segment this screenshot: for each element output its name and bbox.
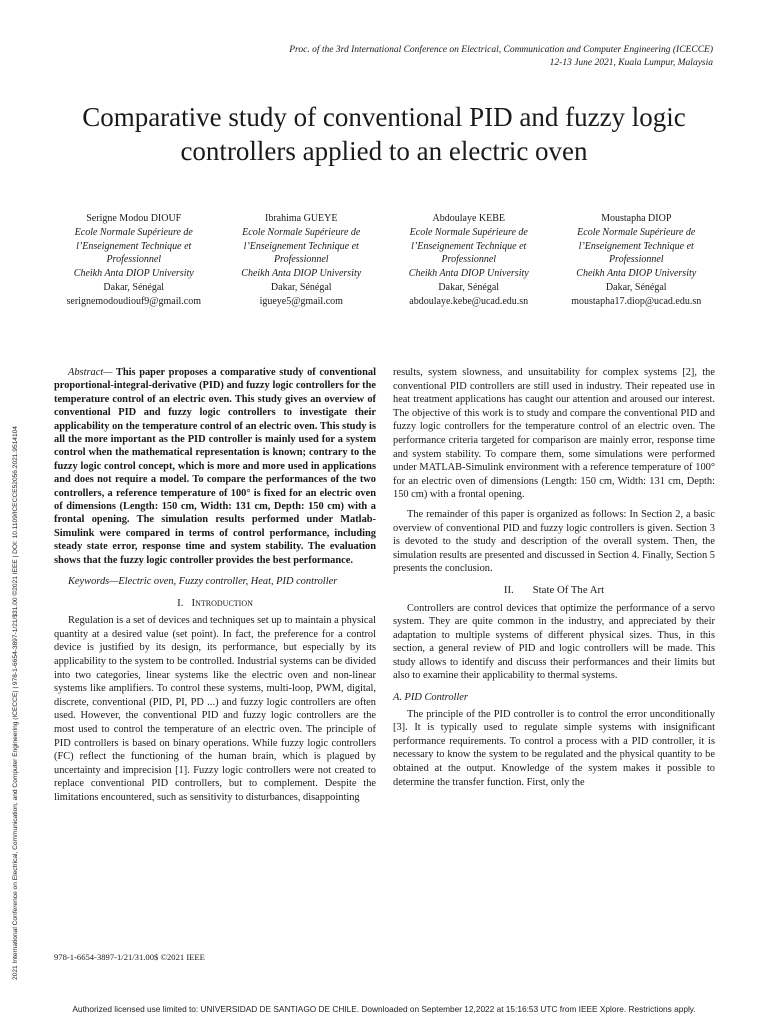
intro-paragraph: Regulation is a set of devices and techniques set up to maintain a physical quantity at a desired value (set point). In fact, the preference for a control device is justified by its design, its performance, but especially by its applicability to the system to be controlled. Industrial systems can be divided into two categories, linear systems like the electric oven and non-linear systems like amplifiers. To control these systems, multi-loop, PWM, digital, discrete, conventional (PID, PI, PD ...) and fuzzy logic controllers are often used. However, the conventional PID and fuzzy logic controllers are the most used to control the temperature of an electric oven. The principle of PID controllers is based on binary operations. While fuzzy logic controllers (FC) reflect the functioning of the human brain, which is plagued by uncertainty and imprecision [1]. Fuzzy logic controllers were not created to replace conventional PID controllers, but to complement. Despite the limitations encountered, such as sensitivity to disturbances, disappointing <box>54 615 376 803</box>
keywords: Keywords—Electric oven, Fuzzy controller, Heat, PID controller <box>68 576 338 588</box>
section-heading-state-of-art <box>393 584 715 598</box>
author-email: serignemodoudiouf9@gmail.com <box>66 295 201 307</box>
author-affiliation: l’Enseignement Technique et <box>76 240 192 252</box>
conference-name: Proc. of the 3rd International Conference on Electrical, Communication and Computer Engineering (ICECCE) <box>289 45 713 55</box>
author-university: Cheikh Anta DIOP University <box>576 268 697 280</box>
state-of-art-paragraph: Controllers are control devices that optimize the performance of a servo system. They are quite common in the industry, and appreciated by their adaptation to multiple systems of different physical sizes. Thus, in this section, a general review of PID and logic controllers will be made. This study allows to identify and discuss their performances and their limits but also to examine their applicability to thermal systems. <box>393 602 715 682</box>
author-2 <box>218 212 386 309</box>
author-city: Dakar, Sénégal <box>270 281 332 293</box>
pid-paragraph: The principle of the PID controller is to control the error unconditionally [3]. It is typically used to regulate simple systems with insignificant performance requirements. To control a process with a PID controller, it is necessary to know the system to be regulated and the physical quantity to be obtained at the output. Knowledge of the system makes it possible to determine the transfer function. First, only the <box>393 708 715 788</box>
subsection-heading-pid: A. PID Controller <box>393 692 468 704</box>
intro-continuation: results, system slowness, and unsuitability for complex systems [2], the conventional PID controllers are still used in industry. Their repeated use in heat treatment applications has caught our attention and aroused our interest. The objective of this work is to study and compare the conventional PID and fuzzy logic controllers for the temperature control of an electric oven. The performance criteria targeted for comparison are mainly error, response time and system stability. To compare them, some simulations were performed under MATLAB-Simulink environment with a reference temperature of 100° for an electric oven of dimensions (Length: 150 cm, Width: 131 cm, Depth: 150 cm) with a frontal opening. <box>393 367 715 501</box>
author-name: Abdoulaye KEBE <box>432 213 505 224</box>
organization-paragraph: The remainder of this paper is organized as follows: In Section 2, a basic overview of conventional PID and fuzzy logic controllers is given. Section 3 is devoted to the study and description of the overall system. Then, the simulation results are presented and discussed in Section 4. Finally, Section 5 presents the conclusion. <box>393 508 715 575</box>
section-title: Introduction <box>191 596 253 609</box>
right-column <box>393 366 715 789</box>
author-affiliation: Professionnel <box>608 254 664 266</box>
author-list <box>50 212 720 309</box>
author-affiliation: Professionnel <box>273 254 329 266</box>
author-university: Cheikh Anta DIOP University <box>73 268 194 280</box>
section-number: II. <box>503 583 514 596</box>
author-affiliation: Ecole Normale Supérieure de <box>242 226 361 238</box>
section-number: I. <box>177 596 184 609</box>
author-affiliation: l’Enseignement Technique et <box>411 240 527 252</box>
author-affiliation: Ecole Normale Supérieure de <box>409 226 528 238</box>
doi-text: 2021 International Conference on Electrical, Communication, and Computer Engineering (ICECCE) | 978-1-6654-3897-1/21/$31.00 ©2021 IEEE | DOI: 10.1109/ICECCE52056.2021.9514104 <box>12 426 19 980</box>
author-university: Cheikh Anta DIOP University <box>241 268 362 280</box>
author-email: igueye5@gmail.com <box>259 295 343 307</box>
author-affiliation: Professionnel <box>106 254 162 266</box>
author-city: Dakar, Sénégal <box>438 281 500 293</box>
doi-sidebar <box>8 160 26 980</box>
author-name: Ibrahima GUEYE <box>265 213 338 224</box>
abstract <box>54 366 376 567</box>
abstract-text: This paper proposes a comparative study of conventional proportional-integral-derivative (PID) and fuzzy logic controllers for the temperature control of an electric oven. This study gives an overview of conventional PID and fuzzy logic controllers to investigate their applicability on the temperature control of an electric oven. This study is all the more important as the PID controller is mainly used for a system control when the mathematical representation is known; contrary to the fuzzy logic control concept, which is more and more used in applications and does not require a model. To compare the performances of the two controllers, a reference temperature of 100° is fixed for an electric oven of dimensions (Length: 150 cm, Width: 131 cm, Depth: 150 cm) with a frontal opening. The simulation results performed under Matlab-Simulink were compared in terms of control performance, including steady state error, response time and system stability. The evaluation shows that the fuzzy logic controller provides the best performance. <box>54 367 376 566</box>
author-affiliation: l’Enseignement Technique et <box>243 240 359 252</box>
author-affiliation: l’Enseignement Technique et <box>578 240 694 252</box>
author-name: Serigne Modou DIOUF <box>86 213 182 224</box>
conference-header <box>153 44 713 70</box>
license-footer: Authorized licensed use limited to: UNIVERSIDAD DE SANTIAGO DE CHILE. Downloaded on September 12,2022 at 15:16:53 UTC from IEEE Xplore. Restrictions apply. <box>72 1004 696 1014</box>
paper-title: Comparative study of conventional PID and fuzzy logic controllers applied to an electric oven <box>82 102 686 166</box>
copyright-notice: 978-1-6654-3897-1/21/31.00$ ©2021 IEEE <box>54 952 205 962</box>
author-1 <box>50 212 218 309</box>
section-heading-introduction <box>54 597 376 611</box>
conference-date: 12-13 June 2021, Kuala Lumpur, Malaysia <box>549 58 713 68</box>
abstract-label: Abstract— <box>68 367 113 378</box>
author-affiliation: Professionnel <box>441 254 497 266</box>
author-name: Moustapha DIOP <box>601 213 672 224</box>
author-affiliation: Ecole Normale Supérieure de <box>577 226 696 238</box>
author-city: Dakar, Sénégal <box>103 281 165 293</box>
author-3 <box>385 212 553 309</box>
author-4 <box>553 212 721 309</box>
left-column <box>54 366 376 805</box>
author-email: moustapha17.diop@ucad.edu.sn <box>571 295 702 307</box>
author-city: Dakar, Sénégal <box>605 281 667 293</box>
author-university: Cheikh Anta DIOP University <box>408 268 529 280</box>
section-title: State Of The Art <box>532 583 605 596</box>
author-email: abdoulaye.kebe@ucad.edu.sn <box>409 295 529 307</box>
author-affiliation: Ecole Normale Supérieure de <box>74 226 193 238</box>
